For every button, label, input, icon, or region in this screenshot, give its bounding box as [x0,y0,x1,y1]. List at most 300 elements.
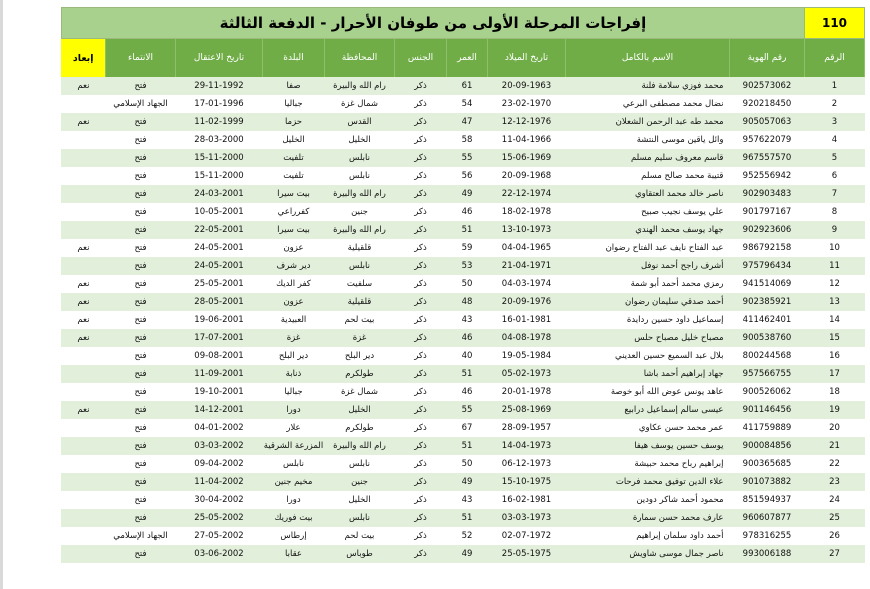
cell-name[interactable]: عيسى سالم إسماعيل درابيع [566,401,730,419]
cell-town[interactable]: تلفيت [263,167,325,185]
cell-arrest-date[interactable]: 24-05-2001 [176,257,263,275]
cell-arrest-date[interactable]: 15-11-2000 [176,149,263,167]
cell-town[interactable]: كفرراعي [263,203,325,221]
cell-affiliation[interactable]: فتح [106,167,176,185]
cell-arrest-date[interactable]: 25-05-2002 [176,509,263,527]
cell-age[interactable]: 40 [447,347,488,365]
cell-governorate[interactable]: قلقيلية [325,293,395,311]
cell-gender[interactable]: ذكر [395,203,447,221]
cell-town[interactable]: دورا [263,491,325,509]
cell-name[interactable]: مصباح خليل مصباح حلس [566,329,730,347]
cell-name[interactable]: عمر محمد حسن عكاوي [566,419,730,437]
cell-governorate[interactable]: نابلس [325,455,395,473]
cell-name[interactable]: نضال محمد مصطفى البرعي [566,95,730,113]
cell-governorate[interactable]: الخليل [325,131,395,149]
cell-governorate[interactable]: القدس [325,113,395,131]
col-header-arrest-date[interactable]: تاريخ الاعتقال [176,39,263,78]
cell-age[interactable]: 67 [447,419,488,437]
cell-dob[interactable]: 04-04-1965 [488,239,566,257]
cell-name[interactable]: علاء الدين توفيق محمد فرحات [566,473,730,491]
cell-age[interactable]: 58 [447,131,488,149]
cell-gender[interactable]: ذكر [395,419,447,437]
col-header-id[interactable]: رقم الهوية [730,39,805,78]
cell-gender[interactable]: ذكر [395,383,447,401]
cell-id[interactable]: 941514069 [730,275,805,293]
cell-name[interactable]: محمود أحمد شاكر دودين [566,491,730,509]
cell-no[interactable]: 21 [805,437,865,455]
cell-name[interactable]: ناصر جمال موسى شاويش [566,545,730,563]
cell-deport[interactable] [61,365,105,383]
cell-governorate[interactable]: دير البلح [325,347,395,365]
cell-gender[interactable]: ذكر [395,257,447,275]
cell-affiliation[interactable]: فتح [106,473,176,491]
cell-age[interactable]: 46 [447,203,488,221]
cell-affiliation[interactable]: فتح [106,401,176,419]
cell-town[interactable]: علار [263,419,325,437]
cell-dob[interactable]: 19-05-1984 [488,347,566,365]
cell-no[interactable]: 18 [805,383,865,401]
cell-age[interactable]: 50 [447,275,488,293]
cell-town[interactable]: نابلس [263,455,325,473]
cell-id[interactable]: 920218450 [730,95,805,113]
cell-deport[interactable] [61,131,105,149]
cell-id[interactable]: 900526062 [730,383,805,401]
cell-age[interactable]: 43 [447,491,488,509]
cell-town[interactable]: إرطاس [263,527,325,545]
cell-arrest-date[interactable]: 11-02-1999 [176,113,263,131]
cell-affiliation[interactable]: فتح [106,437,176,455]
cell-town[interactable]: تلفيت [263,149,325,167]
cell-name[interactable]: علي يوسف نجيب صبيح [566,203,730,221]
cell-arrest-date[interactable]: 11-04-2002 [176,473,263,491]
cell-dob[interactable]: 16-01-1981 [488,311,566,329]
cell-no[interactable]: 13 [805,293,865,311]
cell-arrest-date[interactable]: 24-05-2001 [176,239,263,257]
cell-affiliation[interactable]: فتح [106,509,176,527]
cell-affiliation[interactable]: فتح [106,149,176,167]
cell-town[interactable]: بيت سيرا [263,185,325,203]
cell-id[interactable]: 901797167 [730,203,805,221]
cell-town[interactable]: عقابا [263,545,325,563]
cell-dob[interactable]: 14-04-1973 [488,437,566,455]
cell-arrest-date[interactable]: 22-05-2001 [176,221,263,239]
cell-deport[interactable] [61,257,105,275]
cell-gender[interactable]: ذكر [395,293,447,311]
cell-arrest-date[interactable]: 10-05-2001 [176,203,263,221]
cell-no[interactable]: 16 [805,347,865,365]
cell-dob[interactable]: 04-08-1978 [488,329,566,347]
cell-gender[interactable]: ذكر [395,275,447,293]
cell-dob[interactable]: 25-05-1975 [488,545,566,563]
cell-governorate[interactable]: شمال غزة [325,383,395,401]
cell-dob[interactable]: 22-12-1974 [488,185,566,203]
cell-id[interactable]: 902903483 [730,185,805,203]
cell-deport[interactable] [61,437,105,455]
cell-dob[interactable]: 05-02-1973 [488,365,566,383]
cell-deport[interactable]: نعم [61,77,105,95]
cell-age[interactable]: 51 [447,221,488,239]
cell-dob[interactable]: 15-10-1975 [488,473,566,491]
cell-gender[interactable]: ذكر [395,239,447,257]
cell-deport[interactable] [61,149,105,167]
cell-name[interactable]: إبراهيم رباح محمد حبيشة [566,455,730,473]
cell-arrest-date[interactable]: 29-11-1992 [176,77,263,95]
col-header-deport[interactable]: إبعاد [61,39,105,78]
cell-gender[interactable]: ذكر [395,347,447,365]
cell-town[interactable]: حزما [263,113,325,131]
cell-gender[interactable]: ذكر [395,113,447,131]
cell-affiliation[interactable]: الجهاد الإسلامي [106,95,176,113]
cell-name[interactable]: محمد طه عبد الرحمن الشعلان [566,113,730,131]
cell-gender[interactable]: ذكر [395,491,447,509]
cell-governorate[interactable]: الخليل [325,491,395,509]
cell-governorate[interactable]: الخليل [325,401,395,419]
cell-arrest-date[interactable]: 03-06-2002 [176,545,263,563]
cell-name[interactable]: عارف محمد حسن سمارة [566,509,730,527]
cell-governorate[interactable]: طوباس [325,545,395,563]
cell-affiliation[interactable]: فتح [106,383,176,401]
cell-dob[interactable]: 11-04-1966 [488,131,566,149]
cell-no[interactable]: 23 [805,473,865,491]
cell-affiliation[interactable]: فتح [106,239,176,257]
cell-age[interactable]: 55 [447,401,488,419]
cell-deport[interactable] [61,221,105,239]
cell-governorate[interactable]: بيت لحم [325,527,395,545]
cell-id[interactable]: 952556942 [730,167,805,185]
cell-gender[interactable]: ذكر [395,329,447,347]
cell-affiliation[interactable]: فتح [106,365,176,383]
cell-dob[interactable]: 02-07-1972 [488,527,566,545]
cell-arrest-date[interactable]: 19-10-2001 [176,383,263,401]
cell-id[interactable]: 901073882 [730,473,805,491]
cell-no[interactable]: 1 [805,77,865,95]
cell-id[interactable]: 851594937 [730,491,805,509]
cell-town[interactable]: العبيدية [263,311,325,329]
cell-name[interactable]: جهاد يوسف محمد الهندي [566,221,730,239]
cell-deport[interactable] [61,509,105,527]
cell-id[interactable]: 957566755 [730,365,805,383]
cell-town[interactable]: مخيم جنين [263,473,325,491]
cell-affiliation[interactable]: فتح [106,275,176,293]
cell-arrest-date[interactable]: 28-03-2000 [176,131,263,149]
col-header-town[interactable]: البلدة [263,39,325,78]
cell-age[interactable]: 52 [447,527,488,545]
cell-id[interactable]: 960607877 [730,509,805,527]
cell-age[interactable]: 46 [447,383,488,401]
cell-id[interactable]: 902573062 [730,77,805,95]
cell-no[interactable]: 5 [805,149,865,167]
cell-gender[interactable]: ذكر [395,167,447,185]
cell-arrest-date[interactable]: 09-08-2001 [176,347,263,365]
cell-no[interactable]: 6 [805,167,865,185]
cell-deport[interactable]: نعم [61,293,105,311]
cell-town[interactable]: الخليل [263,131,325,149]
cell-id[interactable]: 967557570 [730,149,805,167]
cell-no[interactable]: 26 [805,527,865,545]
cell-no[interactable]: 10 [805,239,865,257]
cell-gender[interactable]: ذكر [395,527,447,545]
cell-deport[interactable] [61,491,105,509]
cell-affiliation[interactable]: فتح [106,203,176,221]
cell-dob[interactable]: 13-10-1973 [488,221,566,239]
cell-arrest-date[interactable]: 30-04-2002 [176,491,263,509]
cell-id[interactable]: 900365685 [730,455,805,473]
cell-gender[interactable]: ذكر [395,365,447,383]
cell-gender[interactable]: ذكر [395,77,447,95]
cell-town[interactable]: دير شرف [263,257,325,275]
cell-name[interactable]: أحمد صدقي سليمان رضوان [566,293,730,311]
cell-governorate[interactable]: طولكرم [325,419,395,437]
cell-age[interactable]: 56 [447,167,488,185]
cell-no[interactable]: 25 [805,509,865,527]
cell-name[interactable]: وائل ياقين موسى النتشة [566,131,730,149]
cell-town[interactable]: دورا [263,401,325,419]
cell-no[interactable]: 2 [805,95,865,113]
cell-id[interactable]: 900538760 [730,329,805,347]
cell-age[interactable]: 54 [447,95,488,113]
cell-age[interactable]: 51 [447,509,488,527]
cell-governorate[interactable]: غزة [325,329,395,347]
cell-affiliation[interactable]: فتح [106,311,176,329]
cell-governorate[interactable]: بيت لحم [325,311,395,329]
cell-gender[interactable]: ذكر [395,185,447,203]
cell-governorate[interactable]: جنين [325,203,395,221]
cell-id[interactable]: 905057063 [730,113,805,131]
col-header-name[interactable]: الاسم بالكامل [566,39,730,78]
col-header-affiliation[interactable]: الانتماء [106,39,176,78]
cell-id[interactable]: 901146456 [730,401,805,419]
cell-dob[interactable]: 20-09-1976 [488,293,566,311]
cell-id[interactable]: 902385921 [730,293,805,311]
cell-town[interactable]: ذنابة [263,365,325,383]
cell-affiliation[interactable]: فتح [106,221,176,239]
cell-dob[interactable]: 21-04-1971 [488,257,566,275]
cell-id[interactable]: 411759889 [730,419,805,437]
cell-affiliation[interactable]: فتح [106,113,176,131]
cell-arrest-date[interactable]: 19-06-2001 [176,311,263,329]
cell-id[interactable]: 800244568 [730,347,805,365]
cell-name[interactable]: محمد فوزي سلامة فلنة [566,77,730,95]
cell-name[interactable]: أشرف راجح أحمد نوفل [566,257,730,275]
col-header-governorate[interactable]: المحافظة [325,39,395,78]
cell-governorate[interactable]: نابلس [325,509,395,527]
cell-governorate[interactable]: رام الله والبيرة [325,185,395,203]
cell-town[interactable]: المزرعة الشرقية [263,437,325,455]
cell-deport[interactable] [61,527,105,545]
col-header-dob[interactable]: تاريخ الميلاد [488,39,566,78]
cell-age[interactable]: 43 [447,311,488,329]
cell-name[interactable]: إسماعيل داود حسين ردايدة [566,311,730,329]
cell-deport[interactable] [61,95,105,113]
cell-no[interactable]: 17 [805,365,865,383]
col-header-no[interactable]: الرقم [805,39,865,78]
cell-dob[interactable]: 03-03-1973 [488,509,566,527]
cell-gender[interactable]: ذكر [395,221,447,239]
cell-name[interactable]: قتيبة محمد صالح مسلم [566,167,730,185]
cell-age[interactable]: 49 [447,185,488,203]
cell-town[interactable]: عزون [263,239,325,257]
cell-name[interactable]: عبد الفتاح نايف عبد الفتاح رضوان [566,239,730,257]
cell-id[interactable]: 411462401 [730,311,805,329]
cell-gender[interactable]: ذكر [395,509,447,527]
cell-name[interactable]: جهاد إبراهيم أحمد باشا [566,365,730,383]
cell-deport[interactable]: نعم [61,311,105,329]
cell-arrest-date[interactable]: 04-01-2002 [176,419,263,437]
cell-arrest-date[interactable]: 15-11-2000 [176,167,263,185]
cell-age[interactable]: 55 [447,149,488,167]
cell-age[interactable]: 47 [447,113,488,131]
cell-governorate[interactable]: رام الله والبيرة [325,77,395,95]
cell-governorate[interactable]: قلقيلية [325,239,395,257]
cell-gender[interactable]: ذكر [395,95,447,113]
cell-affiliation[interactable]: فتح [106,77,176,95]
cell-deport[interactable] [61,545,105,563]
cell-affiliation[interactable]: فتح [106,131,176,149]
cell-town[interactable]: عزون [263,293,325,311]
cell-arrest-date[interactable]: 24-03-2001 [176,185,263,203]
cell-no[interactable]: 24 [805,491,865,509]
cell-no[interactable]: 14 [805,311,865,329]
cell-deport[interactable] [61,473,105,491]
cell-age[interactable]: 49 [447,473,488,491]
cell-id[interactable]: 902923606 [730,221,805,239]
col-header-age[interactable]: العمر [447,39,488,78]
cell-affiliation[interactable]: فتح [106,257,176,275]
cell-governorate[interactable]: رام الله والبيرة [325,437,395,455]
cell-no[interactable]: 4 [805,131,865,149]
cell-dob[interactable]: 16-02-1981 [488,491,566,509]
cell-no[interactable]: 15 [805,329,865,347]
cell-no[interactable]: 27 [805,545,865,563]
cell-id[interactable]: 900084856 [730,437,805,455]
cell-id[interactable]: 957622079 [730,131,805,149]
cell-age[interactable]: 59 [447,239,488,257]
cell-arrest-date[interactable]: 11-09-2001 [176,365,263,383]
cell-age[interactable]: 46 [447,329,488,347]
cell-arrest-date[interactable]: 17-07-2001 [176,329,263,347]
cell-governorate[interactable]: طولكرم [325,365,395,383]
cell-no[interactable]: 22 [805,455,865,473]
cell-age[interactable]: 61 [447,77,488,95]
cell-name[interactable]: يوسف حسين يوسف هيفا [566,437,730,455]
cell-no[interactable]: 7 [805,185,865,203]
cell-id[interactable]: 975796434 [730,257,805,275]
cell-dob[interactable]: 28-09-1957 [488,419,566,437]
cell-deport[interactable] [61,167,105,185]
cell-arrest-date[interactable]: 03-03-2002 [176,437,263,455]
cell-age[interactable]: 48 [447,293,488,311]
cell-arrest-date[interactable]: 14-12-2001 [176,401,263,419]
cell-affiliation[interactable]: فتح [106,329,176,347]
cell-age[interactable]: 53 [447,257,488,275]
cell-gender[interactable]: ذكر [395,437,447,455]
cell-town[interactable]: جباليا [263,95,325,113]
cell-gender[interactable]: ذكر [395,401,447,419]
cell-deport[interactable] [61,203,105,221]
cell-arrest-date[interactable]: 28-05-2001 [176,293,263,311]
cell-affiliation[interactable]: فتح [106,347,176,365]
cell-town[interactable]: غزة [263,329,325,347]
cell-name[interactable]: رمزي محمد أحمد أبو شمة [566,275,730,293]
cell-gender[interactable]: ذكر [395,149,447,167]
col-header-gender[interactable]: الجنس [395,39,447,78]
cell-gender[interactable]: ذكر [395,311,447,329]
cell-affiliation[interactable]: فتح [106,545,176,563]
cell-id[interactable]: 993006188 [730,545,805,563]
cell-dob[interactable]: 15-06-1969 [488,149,566,167]
cell-governorate[interactable]: سلفيت [325,275,395,293]
cell-affiliation[interactable]: فتح [106,185,176,203]
cell-town[interactable]: بيت سيرا [263,221,325,239]
cell-deport[interactable] [61,455,105,473]
cell-governorate[interactable]: شمال غزة [325,95,395,113]
cell-arrest-date[interactable]: 25-05-2001 [176,275,263,293]
cell-age[interactable]: 50 [447,455,488,473]
cell-no[interactable]: 12 [805,275,865,293]
cell-name[interactable]: ناصر خالد محمد العتقاوي [566,185,730,203]
cell-deport[interactable] [61,383,105,401]
cell-dob[interactable]: 18-02-1978 [488,203,566,221]
cell-deport[interactable]: نعم [61,239,105,257]
cell-deport[interactable]: نعم [61,113,105,131]
cell-id[interactable]: 986792158 [730,239,805,257]
cell-town[interactable]: جباليا [263,383,325,401]
cell-governorate[interactable]: جنين [325,473,395,491]
cell-gender[interactable]: ذكر [395,545,447,563]
cell-no[interactable]: 20 [805,419,865,437]
cell-name[interactable]: بلال عبد السميع حسين العديني [566,347,730,365]
cell-town[interactable]: دير البلح [263,347,325,365]
cell-gender[interactable]: ذكر [395,473,447,491]
cell-town[interactable]: صفا [263,77,325,95]
cell-no[interactable]: 19 [805,401,865,419]
cell-governorate[interactable]: نابلس [325,149,395,167]
cell-name[interactable]: قاسم معروف سليم مسلم [566,149,730,167]
cell-arrest-date[interactable]: 17-01-1996 [176,95,263,113]
cell-town[interactable]: بيت فوريك [263,509,325,527]
cell-dob[interactable]: 06-12-1973 [488,455,566,473]
cell-governorate[interactable]: نابلس [325,167,395,185]
cell-affiliation[interactable]: الجهاد الإسلامي [106,527,176,545]
cell-age[interactable]: 51 [447,437,488,455]
cell-no[interactable]: 11 [805,257,865,275]
cell-affiliation[interactable]: فتح [106,455,176,473]
cell-affiliation[interactable]: فتح [106,491,176,509]
cell-affiliation[interactable]: فتح [106,293,176,311]
cell-dob[interactable]: 12-12-1976 [488,113,566,131]
cell-deport[interactable]: نعم [61,329,105,347]
cell-gender[interactable]: ذكر [395,455,447,473]
cell-dob[interactable]: 20-09-1963 [488,77,566,95]
cell-dob[interactable]: 20-09-1968 [488,167,566,185]
cell-deport[interactable] [61,419,105,437]
cell-no[interactable]: 3 [805,113,865,131]
cell-dob[interactable]: 20-01-1978 [488,383,566,401]
cell-governorate[interactable]: رام الله والبيرة [325,221,395,239]
cell-affiliation[interactable]: فتح [106,419,176,437]
cell-id[interactable]: 978316255 [730,527,805,545]
cell-deport[interactable]: نعم [61,401,105,419]
cell-governorate[interactable]: نابلس [325,257,395,275]
cell-town[interactable]: كفر الديك [263,275,325,293]
cell-deport[interactable] [61,185,105,203]
cell-deport[interactable]: نعم [61,275,105,293]
cell-dob[interactable]: 25-08-1969 [488,401,566,419]
cell-dob[interactable]: 04-03-1974 [488,275,566,293]
cell-no[interactable]: 9 [805,221,865,239]
cell-deport[interactable] [61,347,105,365]
cell-age[interactable]: 51 [447,365,488,383]
